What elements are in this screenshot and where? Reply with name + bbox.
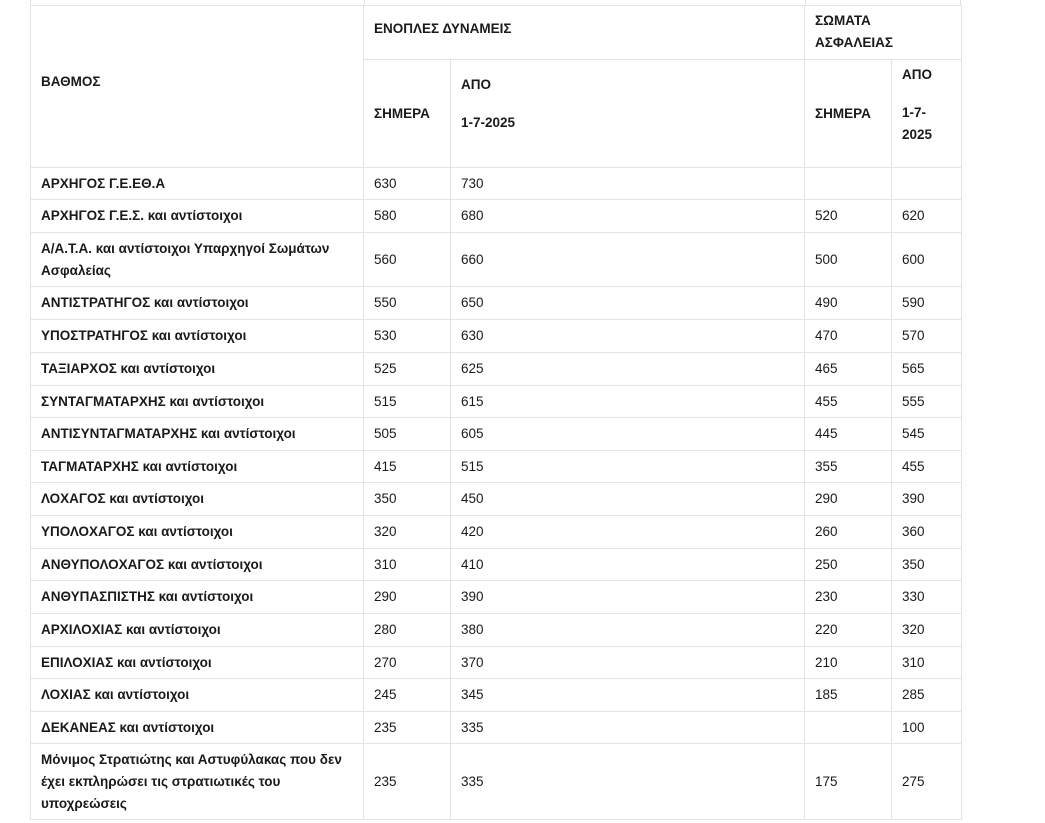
armed-forces-today-cell: 270: [364, 647, 451, 679]
table-row: [31, 386, 962, 418]
armed-forces-from-cell: 335: [451, 744, 805, 820]
armed-forces-from-header: [451, 60, 805, 168]
armed-forces-from-cell: 380: [451, 614, 805, 647]
armed-forces-today-cell: 280: [364, 614, 451, 647]
today-label: ΣΗΜΕΡΑ: [815, 105, 871, 121]
security-forces-from-cell: [892, 168, 962, 200]
armed-forces-from-cell: 390: [451, 581, 805, 614]
table-row: [31, 614, 962, 647]
rank-column-header: [31, 6, 364, 168]
armed-forces-from-cell: 625: [451, 353, 805, 386]
security-forces-today-cell: 185: [805, 679, 892, 712]
table-row: [31, 353, 962, 386]
security-forces-from-cell: 565: [892, 353, 962, 386]
security-forces-today-cell: 175: [805, 744, 892, 820]
table-row: [31, 744, 962, 820]
table-row: [31, 712, 962, 744]
armed-forces-from-cell: 515: [451, 451, 805, 483]
security-forces-from-cell: 360: [892, 516, 962, 549]
security-forces-today-cell: 210: [805, 647, 892, 679]
from-date-label-part1: 1-7-: [902, 105, 927, 120]
armed-forces-today-cell: 550: [364, 287, 451, 320]
table-row: [31, 549, 962, 581]
armed-forces-today-cell: 310: [364, 549, 451, 581]
armed-forces-today-cell: 505: [364, 418, 451, 451]
security-forces-today-cell: [805, 168, 892, 200]
security-forces-from-cell: 555: [892, 386, 962, 418]
rank-cell: ΛΟΧΑΓΟΣ και αντίστοιχοι: [31, 483, 364, 516]
security-forces-today-cell: 520: [805, 200, 892, 233]
security-forces-today-cell: [805, 712, 892, 744]
armed-forces-today-cell: 245: [364, 679, 451, 712]
armed-forces-today-header: [364, 60, 451, 168]
table-row: [31, 233, 962, 287]
rank-cell: Α/Α.Τ.Α. και αντίστοιχοι Υπαρχηγοί Σωμάτων Ασφαλείας: [31, 233, 364, 287]
security-forces-today-cell: 355: [805, 451, 892, 483]
table-row: [31, 483, 962, 516]
table-row: [31, 451, 962, 483]
table-row: [31, 581, 962, 614]
security-forces-from-cell: 350: [892, 549, 962, 581]
security-forces-today-cell: 500: [805, 233, 892, 287]
table-row: [31, 168, 962, 200]
armed-forces-from-cell: 450: [451, 483, 805, 516]
armed-forces-today-cell: 530: [364, 320, 451, 353]
from-label: ΑΠΟ: [461, 77, 491, 92]
security-forces-today-cell: 230: [805, 581, 892, 614]
security-forces-from-cell: 590: [892, 287, 962, 320]
armed-forces-from-cell: 615: [451, 386, 805, 418]
security-forces-from-cell: 100: [892, 712, 962, 744]
security-forces-header: [805, 6, 962, 60]
security-forces-today-cell: 490: [805, 287, 892, 320]
security-forces-from-cell: 620: [892, 200, 962, 233]
rank-cell: ΥΠΟΣΤΡΑΤΗΓΟΣ και αντίστοιχοι: [31, 320, 364, 353]
security-forces-from-cell: 390: [892, 483, 962, 516]
rank-cell: ΕΠΙΛΟΧΙΑΣ και αντίστοιχοι: [31, 647, 364, 679]
rank-cell: ΤΑΓΜΑΤΑΡΧΗΣ και αντίστοιχοι: [31, 451, 364, 483]
security-forces-from-cell: 570: [892, 320, 962, 353]
table-row: [31, 287, 962, 320]
rank-salary-table: [30, 5, 962, 820]
armed-forces-header: [364, 6, 805, 60]
security-forces-today-cell: 470: [805, 320, 892, 353]
rank-cell: ΛΟΧΙΑΣ και αντίστοιχοι: [31, 679, 364, 712]
armed-forces-today-cell: 560: [364, 233, 451, 287]
security-forces-from-cell: 285: [892, 679, 962, 712]
armed-forces-today-cell: 415: [364, 451, 451, 483]
rank-cell: ΑΝΤΙΣΤΡΑΤΗΓΟΣ και αντίστοιχοι: [31, 287, 364, 320]
security-forces-from-cell: 600: [892, 233, 962, 287]
armed-forces-today-cell: 350: [364, 483, 451, 516]
armed-forces-from-cell: 630: [451, 320, 805, 353]
table-row: [31, 320, 962, 353]
armed-forces-from-cell: 730: [451, 168, 805, 200]
armed-forces-from-cell: 370: [451, 647, 805, 679]
security-forces-today-cell: 220: [805, 614, 892, 647]
security-forces-from-header: [892, 60, 962, 168]
armed-forces-today-cell: 515: [364, 386, 451, 418]
security-forces-from-cell: 330: [892, 581, 962, 614]
rank-cell: ΑΝΘΥΠΑΣΠΙΣΤΗΣ και αντίστοιχοι: [31, 581, 364, 614]
security-forces-from-cell: 545: [892, 418, 962, 451]
armed-forces-today-cell: 235: [364, 712, 451, 744]
rank-cell: ΑΝΤΙΣΥΝΤΑΓΜΑΤΑΡΧΗΣ και αντίστοιχοι: [31, 418, 364, 451]
security-forces-today-cell: 445: [805, 418, 892, 451]
rank-cell: ΑΡΧΙΛΟΧΙΑΣ και αντίστοιχοι: [31, 614, 364, 647]
security-forces-today-header: [805, 60, 892, 168]
rank-cell: ΤΑΞΙΑΡΧΟΣ και αντίστοιχοι: [31, 353, 364, 386]
armed-forces-from-cell: 680: [451, 200, 805, 233]
armed-forces-today-cell: 235: [364, 744, 451, 820]
table-row: [31, 418, 962, 451]
armed-forces-today-cell: 320: [364, 516, 451, 549]
armed-forces-today-cell: 525: [364, 353, 451, 386]
table-row: [31, 647, 962, 679]
rank-cell: ΑΡΧΗΓΟΣ Γ.Ε.Σ. και αντίστοιχοι: [31, 200, 364, 233]
rank-cell: ΥΠΟΛΟΧΑΓΟΣ και αντίστοιχοι: [31, 516, 364, 549]
armed-forces-from-cell: 335: [451, 712, 805, 744]
from-date-label: 1-7-2025: [461, 115, 516, 130]
security-forces-from-cell: 310: [892, 647, 962, 679]
from-label: ΑΠΟ: [902, 67, 933, 82]
rank-cell: ΑΝΘΥΠΟΛΟΧΑΓΟΣ και αντίστοιχοι: [31, 549, 364, 581]
rank-header-label: ΒΑΘΜΟΣ: [41, 73, 101, 89]
armed-forces-from-cell: 410: [451, 549, 805, 581]
armed-forces-today-cell: 630: [364, 168, 451, 200]
security-forces-today-cell: 290: [805, 483, 892, 516]
table-row: [31, 200, 962, 233]
security-forces-from-cell: 275: [892, 744, 962, 820]
armed-forces-today-cell: 580: [364, 200, 451, 233]
rank-cell: ΔΕΚΑΝΕΑΣ και αντίστοιχοι: [31, 712, 364, 744]
armed-forces-from-cell: 345: [451, 679, 805, 712]
armed-forces-label: ΕΝΟΠΛΕΣ ΔΥΝΑΜΕΙΣ: [374, 21, 512, 36]
security-forces-today-cell: 250: [805, 549, 892, 581]
from-date-label-part2: 2025: [902, 127, 933, 142]
security-forces-today-cell: 260: [805, 516, 892, 549]
rank-cell: Μόνιμος Στρατιώτης και Αστυφύλακας που δεν έχει εκπληρώσει τις στρατιωτικές του υποχρεώσεις: [31, 744, 364, 820]
security-forces-from-cell: 455: [892, 451, 962, 483]
armed-forces-from-cell: 605: [451, 418, 805, 451]
header-row-groups: [31, 6, 962, 60]
armed-forces-from-cell: 650: [451, 287, 805, 320]
armed-forces-today-cell: 290: [364, 581, 451, 614]
armed-forces-from-cell: 420: [451, 516, 805, 549]
security-forces-today-cell: 455: [805, 386, 892, 418]
rank-cell: ΣΥΝΤΑΓΜΑΤΑΡΧΗΣ και αντίστοιχοι: [31, 386, 364, 418]
today-label: ΣΗΜΕΡΑ: [374, 105, 430, 121]
security-forces-from-cell: 320: [892, 614, 962, 647]
security-forces-label-line1: ΣΩΜΑΤΑ: [815, 13, 871, 28]
rank-cell: ΑΡΧΗΓΟΣ Γ.Ε.ΕΘ.Α: [31, 168, 364, 200]
table-row: [31, 516, 962, 549]
armed-forces-from-cell: 660: [451, 233, 805, 287]
security-forces-label-line2: ΑΣΦΑΛΕΙΑΣ: [815, 35, 893, 50]
table-row: [31, 679, 962, 712]
security-forces-today-cell: 465: [805, 353, 892, 386]
